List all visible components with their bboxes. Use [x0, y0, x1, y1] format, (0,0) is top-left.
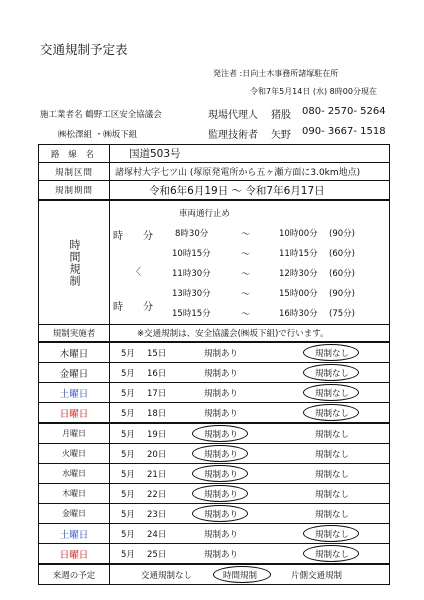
not-regulated-option: 規制なし [315, 430, 350, 440]
weekday-label: 金曜日 [39, 504, 110, 523]
not-regulated-option: 規制なし [315, 389, 350, 399]
regulated-option: 規制あり [204, 369, 239, 379]
regulation-table [38, 144, 390, 585]
next-week-row [39, 565, 389, 585]
slot-end: 12時30分 [279, 269, 318, 279]
slot-wave: 〜 [241, 270, 251, 280]
operator-value: ※交通規制は、安全協議会(㈱坂下組)で行います。 [137, 329, 329, 339]
date-month: 5月 [121, 369, 135, 379]
weekday-label: 日曜日 [39, 403, 110, 422]
weekday-label: 土曜日 [39, 524, 110, 543]
slot-end: 15時00分 [279, 289, 318, 299]
engineer-phone: 090- 3667- 1518 [302, 126, 386, 137]
date-day: 18日 [147, 409, 167, 419]
date-day: 22日 [147, 490, 167, 500]
not-regulated-option: 規制なし [315, 409, 350, 419]
issuer-text: 発注者 :日向土木事務所諸塚駐在所 [213, 69, 339, 78]
slot-duration: (90分) [329, 229, 355, 239]
not-regulated-option: 規制なし [315, 470, 350, 480]
date-month: 5月 [121, 470, 135, 480]
regulated-option: 規制あり [204, 430, 239, 440]
regulated-option: 規制あり [204, 349, 239, 359]
hour-label-bottom: 時 [113, 302, 123, 313]
site-agent-phone: 080- 2570- 5264 [302, 106, 386, 117]
next-week-label: 来週の予定 [39, 565, 110, 584]
regulated-option: 規制あり [204, 510, 239, 520]
selection-circle [192, 445, 248, 462]
date-day: 24日 [147, 530, 167, 540]
page-title: 交通規制予定表 [40, 42, 128, 57]
date-month: 5月 [121, 389, 135, 399]
vehicle-closure-heading: 車両通行止め [179, 209, 231, 219]
date-day: 25日 [147, 550, 167, 560]
selection-circle [303, 364, 359, 381]
schedule-row [39, 524, 389, 544]
schedule-row [39, 383, 389, 403]
company-name: ㈱松澤組 ・㈱坂下組 [58, 130, 138, 140]
weekday-label: 月曜日 [39, 424, 110, 443]
selection-circle [213, 566, 271, 583]
weekday-label: 木曜日 [39, 343, 110, 362]
schedule-list [39, 343, 389, 565]
schedule-row [39, 343, 389, 363]
date-month: 5月 [121, 450, 135, 460]
slot-duration: (60分) [329, 249, 355, 259]
date-day: 23日 [147, 510, 167, 520]
range-mark: 〈 [131, 267, 141, 278]
weekday-label: 火曜日 [39, 444, 110, 463]
slot-wave: 〜 [241, 310, 251, 320]
slot-end: 11時15分 [279, 249, 318, 259]
time-regulation-label-cell [39, 201, 110, 324]
date-month: 5月 [121, 490, 135, 500]
date-day: 17日 [147, 389, 167, 399]
date-month: 5月 [121, 430, 135, 440]
regulated-option: 規制あり [204, 530, 239, 540]
selection-circle [303, 525, 359, 542]
weekday-label: 木曜日 [39, 484, 110, 503]
selection-circle [303, 545, 359, 562]
next-week-option-one-lane: 片側交通規制 [291, 571, 343, 581]
slot-start: 11時30分 [172, 269, 211, 279]
schedule-row [39, 464, 389, 484]
slot-start: 15時15分 [172, 309, 211, 319]
route-row [39, 145, 389, 163]
slot-duration: (90分) [329, 289, 355, 299]
not-regulated-option: 規制なし [315, 369, 350, 379]
not-regulated-option: 規制なし [315, 349, 350, 359]
operator-label: 規制実施者 [39, 325, 110, 341]
not-regulated-option: 規制なし [315, 490, 350, 500]
section-label: 規制区間 [39, 163, 110, 180]
section-value: 諸塚村大字七ツ山 (塚原発電所から五ヶ瀬方面に3.0km地点) [115, 168, 361, 178]
selection-circle [303, 384, 359, 401]
date-month: 5月 [121, 530, 135, 540]
hour-label-top: 時 [113, 231, 123, 242]
date-month: 5月 [121, 510, 135, 520]
date-day: 21日 [147, 470, 167, 480]
engineer-label: 監理技術者 [208, 130, 258, 141]
minute-label-top: 分 [143, 231, 153, 242]
schedule-row [39, 444, 389, 464]
route-label: 路 線 名 [39, 145, 110, 162]
weekday-label: 金曜日 [39, 363, 110, 382]
engineer-name: 矢野 [271, 130, 291, 141]
minute-label-bottom: 分 [143, 302, 153, 313]
selection-circle [192, 425, 248, 442]
not-regulated-option: 規制なし [315, 550, 350, 560]
selection-circle [303, 344, 359, 361]
slot-start: 10時15分 [172, 249, 211, 259]
slot-start: 8時30分 [175, 229, 209, 239]
weekday-label: 日曜日 [39, 544, 110, 563]
regulated-option: 規制あり [204, 550, 239, 560]
slot-duration: (60分) [329, 269, 355, 279]
not-regulated-option: 規制なし [315, 450, 350, 460]
slot-end: 10時00分 [279, 229, 318, 239]
not-regulated-option: 規制なし [315, 530, 350, 540]
schedule-row [39, 484, 389, 504]
schedule-row [39, 544, 389, 565]
slot-wave: 〜 [241, 290, 251, 300]
report-date: 令和7年5月14日 (水) 8時00分現在 [250, 87, 377, 96]
site-agent-name: 猪股 [271, 110, 291, 121]
date-month: 5月 [121, 550, 135, 560]
route-value: 国道503号 [129, 148, 181, 160]
time-regulation-label: 時間規制 [68, 238, 81, 287]
schedule-row [39, 363, 389, 383]
schedule-row [39, 403, 389, 424]
weekday-label: 土曜日 [39, 383, 110, 402]
selection-circle [192, 465, 248, 482]
date-day: 16日 [147, 369, 167, 379]
selection-circle [192, 505, 248, 522]
slot-start: 13時30分 [172, 289, 211, 299]
operator-row [39, 325, 389, 343]
time-regulation-row [39, 201, 389, 325]
section-row [39, 163, 389, 181]
selection-circle [303, 404, 359, 421]
regulated-option: 規制あり [204, 470, 239, 480]
weekday-label: 水曜日 [39, 464, 110, 483]
regulated-option: 規制あり [204, 409, 239, 419]
slot-wave: 〜 [241, 250, 251, 260]
date-day: 19日 [147, 430, 167, 440]
contractor-name: 施工業者名 鶴野工区安全協議会 [40, 110, 162, 120]
next-week-option-timed: 時間規制 [223, 571, 258, 581]
regulated-option: 規制あり [204, 490, 239, 500]
period-value: 令和6年6月19日 〜 令和7年6月17日 [149, 184, 325, 197]
date-day: 15日 [147, 349, 167, 359]
site-agent-label: 現場代理人 [208, 110, 258, 121]
schedule-row [39, 424, 389, 444]
regulated-option: 規制あり [204, 389, 239, 399]
selection-circle [192, 485, 248, 502]
slot-end: 16時30分 [279, 309, 318, 319]
date-month: 5月 [121, 409, 135, 419]
slot-duration: (75分) [329, 309, 355, 319]
regulated-option: 規制あり [204, 450, 239, 460]
not-regulated-option: 規制なし [315, 510, 350, 520]
period-label: 規制期間 [39, 181, 110, 199]
date-month: 5月 [121, 349, 135, 359]
slot-wave: 〜 [241, 230, 251, 240]
date-day: 20日 [147, 450, 167, 460]
next-week-option-none: 交通規制なし [141, 571, 193, 581]
period-row [39, 181, 389, 201]
schedule-row [39, 504, 389, 524]
